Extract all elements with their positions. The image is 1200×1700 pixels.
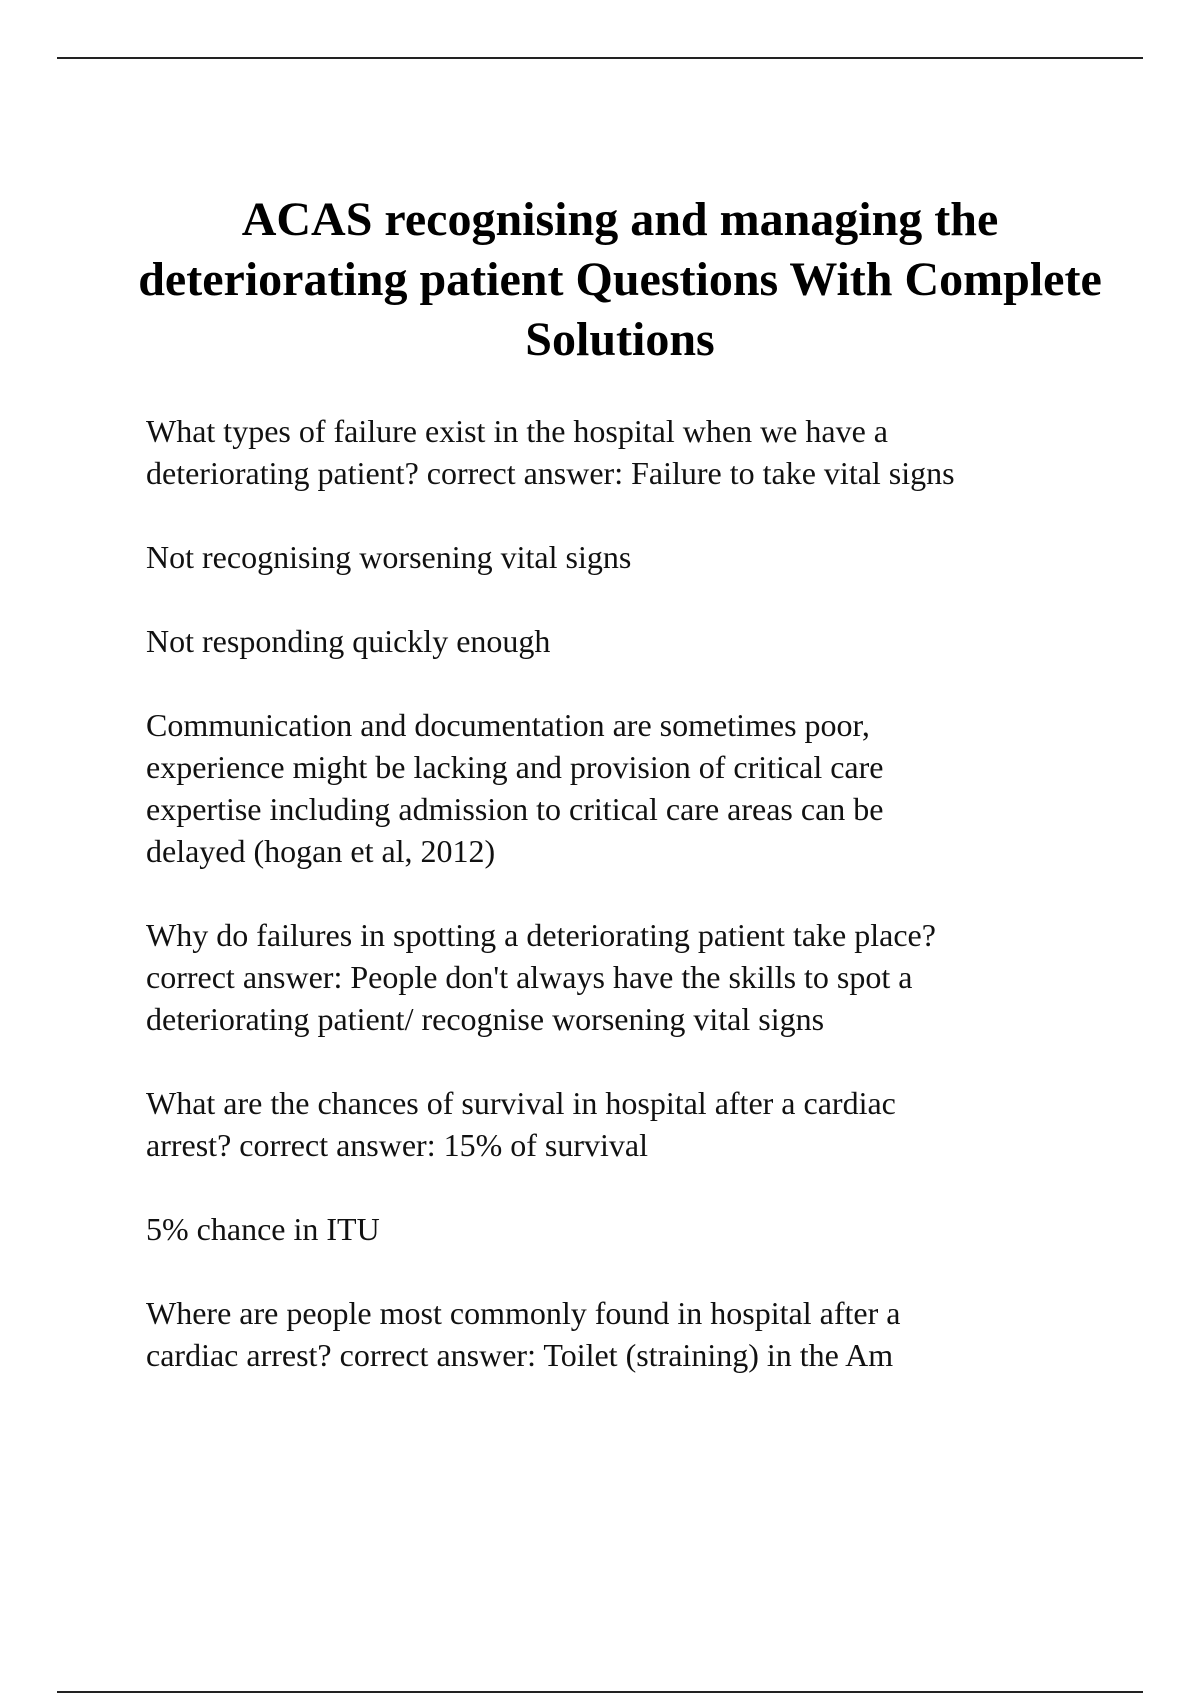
- document-title: ACAS recognising and managing the deteriorating patient Questions With Complete Solutions: [138, 193, 1102, 366]
- paragraph: Why do failures in spotting a deteriorating patient take place? correct answer: People don't always have the skills to spot a deteriorating patient/ recognise worsening vital signs: [146, 917, 936, 1037]
- paragraph: Communication and documentation are sometimes poor, experience might be lacking and provision of critical care expertise including admission to critical care areas can be delayed (hogan et al, 2012): [146, 707, 884, 869]
- paragraph: What types of failure exist in the hospital when we have a deteriorating patient? correct answer: Failure to take vital signs: [146, 413, 955, 491]
- top-rule: [57, 57, 1143, 59]
- paragraph: Not responding quickly enough: [146, 623, 551, 659]
- paragraph: 5% chance in ITU: [146, 1211, 380, 1247]
- bottom-rule: [57, 1691, 1143, 1693]
- paragraph: What are the chances of survival in hospital after a cardiac arrest? correct answer: 15% of survival: [146, 1085, 896, 1163]
- paragraph: Where are people most commonly found in hospital after a cardiac arrest? correct answer: Toilet (straining) in the Am: [146, 1295, 901, 1373]
- paragraph: Not recognising worsening vital signs: [146, 539, 632, 575]
- document-body: [146, 410, 1106, 1418]
